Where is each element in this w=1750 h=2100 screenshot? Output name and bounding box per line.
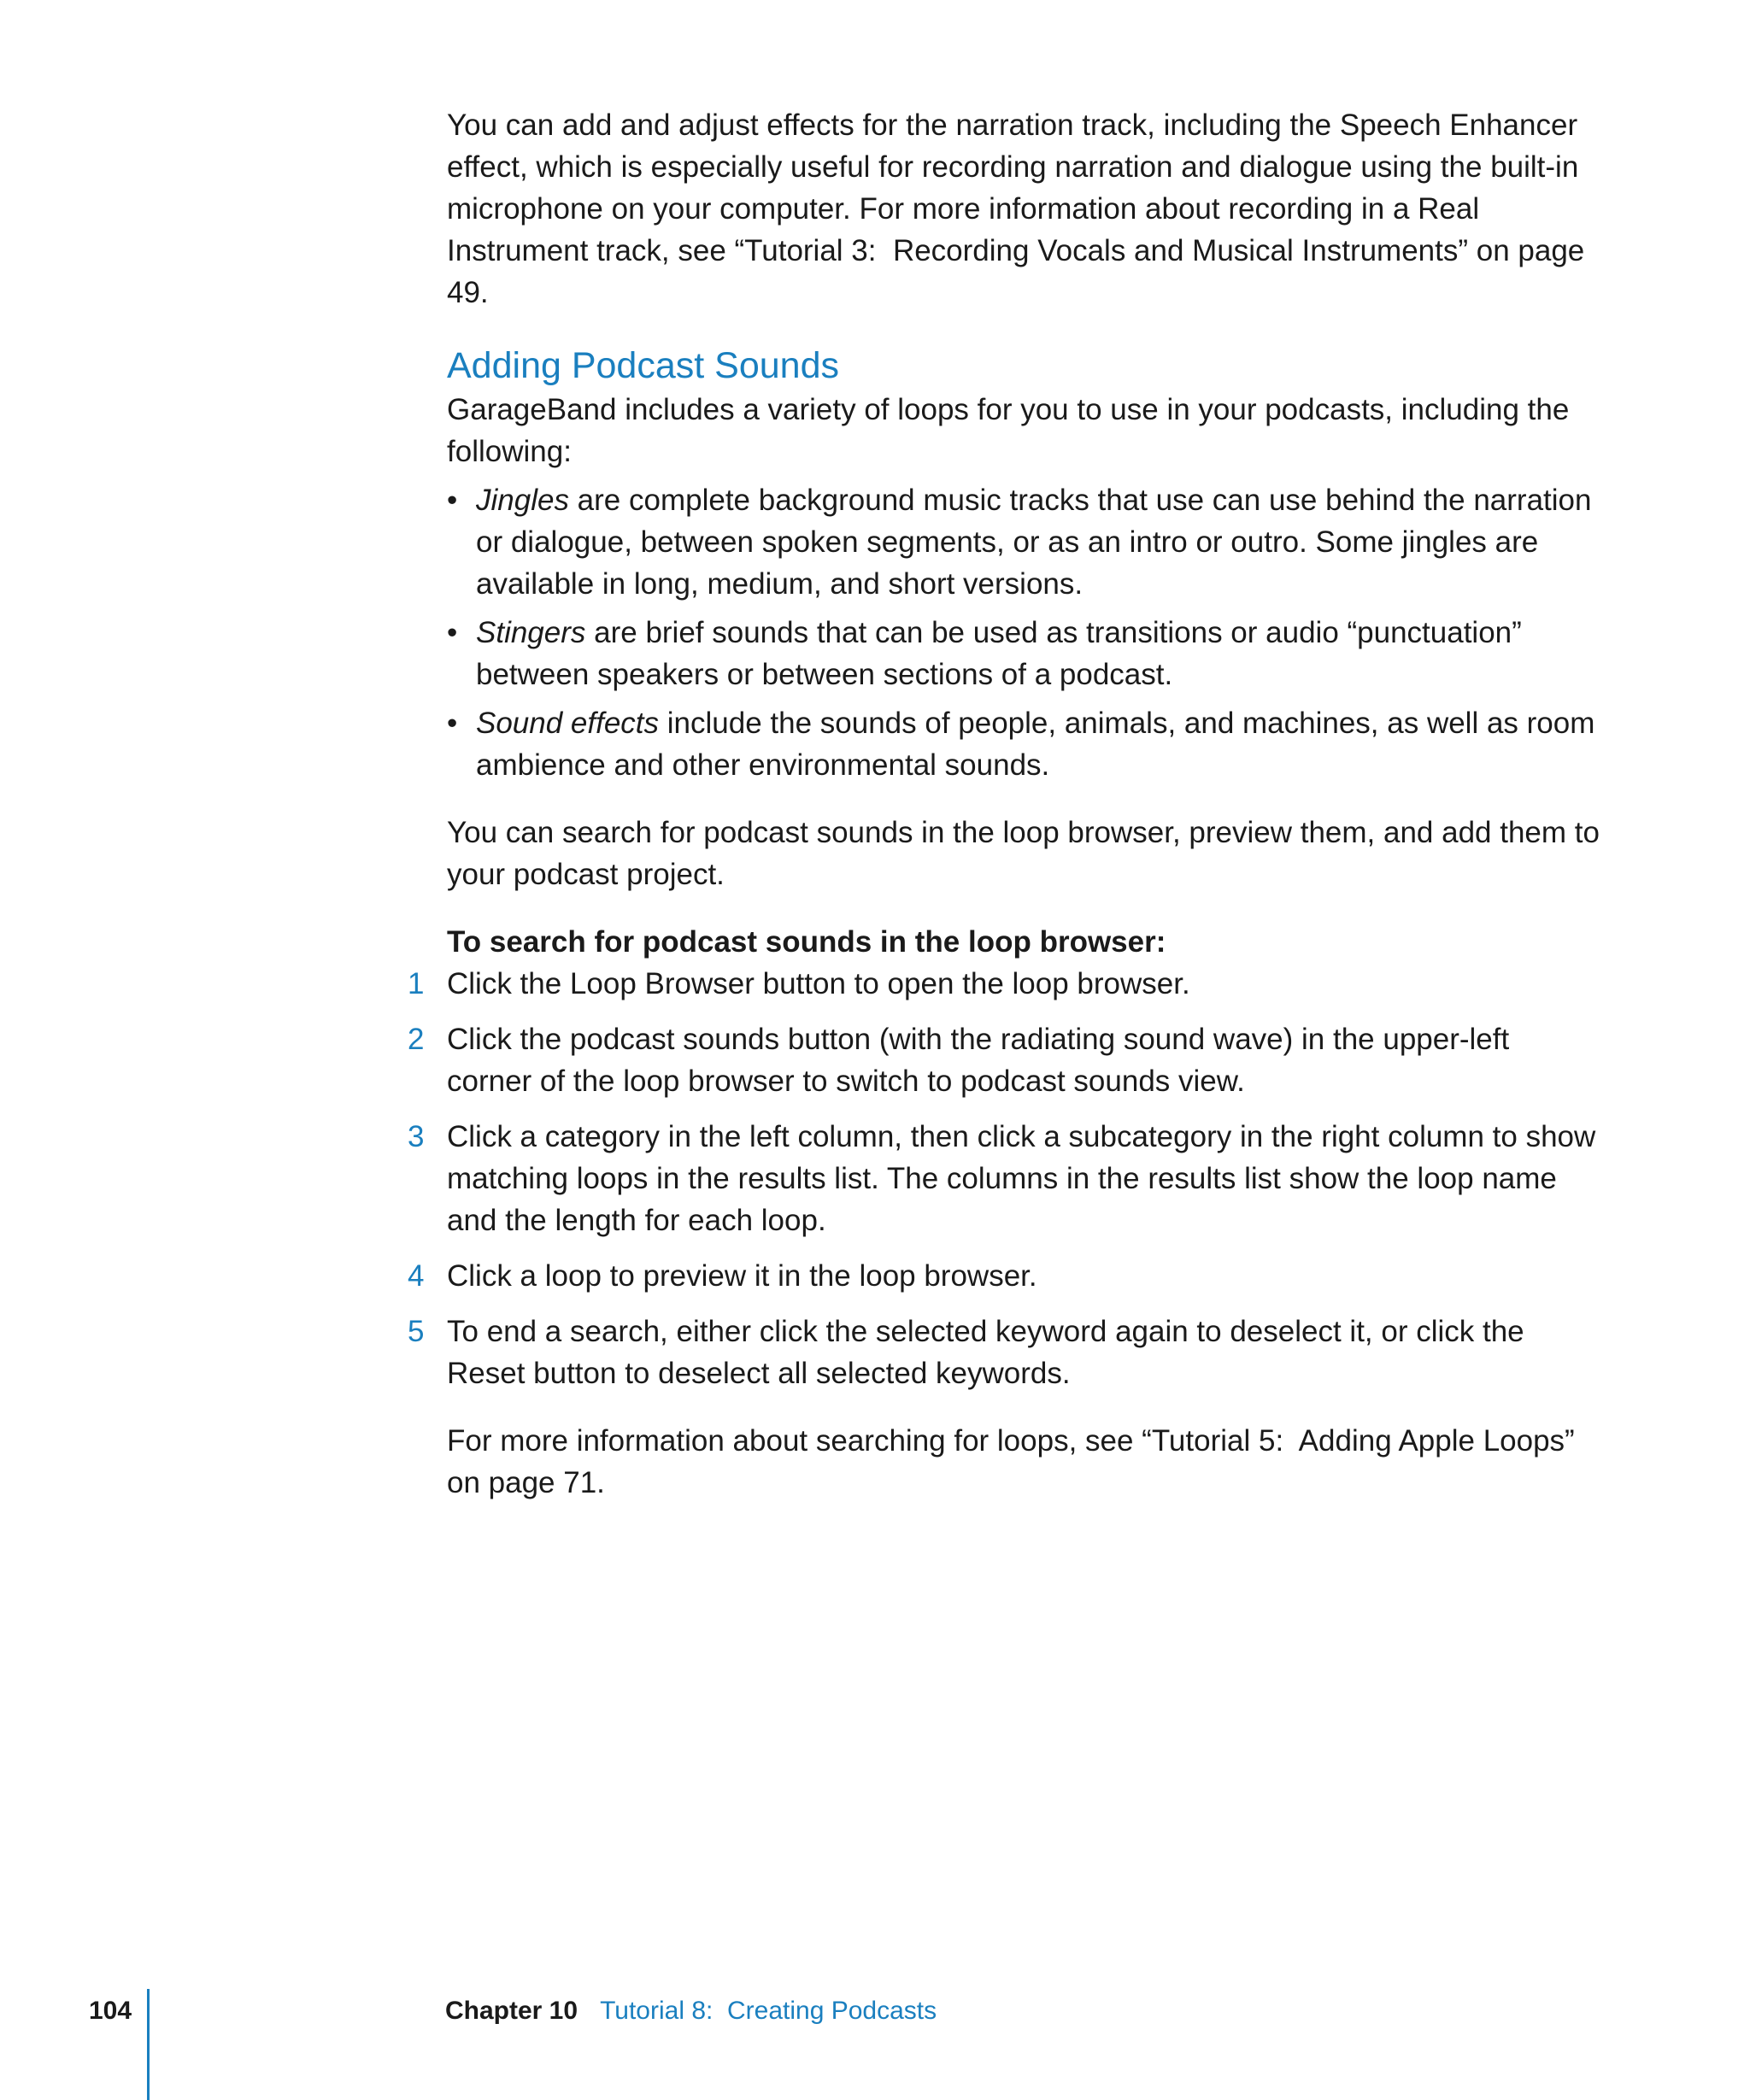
bullet-term: Jingles — [476, 484, 569, 517]
list-item — [447, 702, 1600, 786]
list-item — [447, 479, 1600, 605]
step-text: To end a search, either click the selected keyword again to deselect it, or click the Reset button to deselect all selected keywords. — [447, 1315, 1524, 1390]
bullet-glyph: • — [447, 616, 458, 649]
step-item — [408, 963, 1600, 1005]
bullet-term: Sound effects — [476, 707, 660, 740]
chapter-title: Tutorial 8: Creating Podcasts — [600, 1997, 937, 2025]
step-item — [408, 1255, 1600, 1297]
section-heading: Adding Podcast Sounds — [447, 345, 839, 386]
step-text: Click a loop to preview it in the loop browser. — [447, 1259, 1037, 1293]
intro-paragraph: You can add and adjust effects for the narration track, including the Speech Enhancer effect, which is especially useful for recording narration and dialogue using the built-in microphone on your computer. For more information about recording in a Real Instrument track, see “Tutorial 3: Recording Vocals and Musical Instruments” on page 49. — [447, 109, 1585, 309]
bullet-glyph: • — [447, 707, 458, 740]
step-text: Click a category in the left column, then click a subcategory in the right column to show matching loops in the results list. The columns in the results list show the loop name and the length for each loop. — [447, 1120, 1596, 1237]
bullet-list — [447, 479, 1600, 786]
page-number: 104 — [89, 1997, 132, 2025]
step-number: 5 — [408, 1315, 425, 1348]
list-item — [447, 612, 1600, 695]
step-item — [408, 1116, 1600, 1241]
bullet-text: include the sounds of people, animals, and machines, as well as room ambience and other environmental sounds. — [476, 707, 1595, 782]
bullet-text: are complete background music tracks that use can use behind the narration or dialogue, between spoken segments, or as an intro or outro. Some jingles are available in long, medium, and short versions. — [476, 484, 1592, 601]
step-text: Click the podcast sounds button (with the radiating sound wave) in the upper-left corner of the loop browser to switch to podcast sounds view. — [447, 1023, 1510, 1098]
page-content — [408, 104, 1600, 1504]
step-number: 4 — [408, 1259, 425, 1293]
step-item — [408, 1018, 1600, 1102]
step-number: 3 — [408, 1120, 425, 1153]
step-number: 2 — [408, 1023, 425, 1056]
footer-divider — [147, 1989, 150, 2100]
bullet-term: Stingers — [476, 616, 586, 649]
footer-chapter — [445, 1994, 937, 2028]
search-paragraph: You can search for podcast sounds in the loop browser, preview them, and add them to your podcast project. — [447, 816, 1600, 891]
steps-list — [408, 963, 1600, 1394]
bullet-glyph: • — [447, 484, 458, 517]
closing-paragraph: For more information about searching for loops, see “Tutorial 5: Adding Apple Loops” on page 71. — [447, 1424, 1575, 1499]
step-text: Click the Loop Browser button to open the loop browser. — [447, 967, 1190, 1000]
step-number: 1 — [408, 967, 425, 1000]
chapter-label: Chapter 10 — [445, 1997, 578, 2025]
section-intro: GarageBand includes a variety of loops for you to use in your podcasts, including the following: — [447, 393, 1570, 468]
step-item — [408, 1311, 1600, 1394]
task-heading: To search for podcast sounds in the loop browser: — [447, 925, 1166, 959]
bullet-text: are brief sounds that can be used as transitions or audio “punctuation” between speakers or between sections of a podcast. — [476, 616, 1522, 691]
